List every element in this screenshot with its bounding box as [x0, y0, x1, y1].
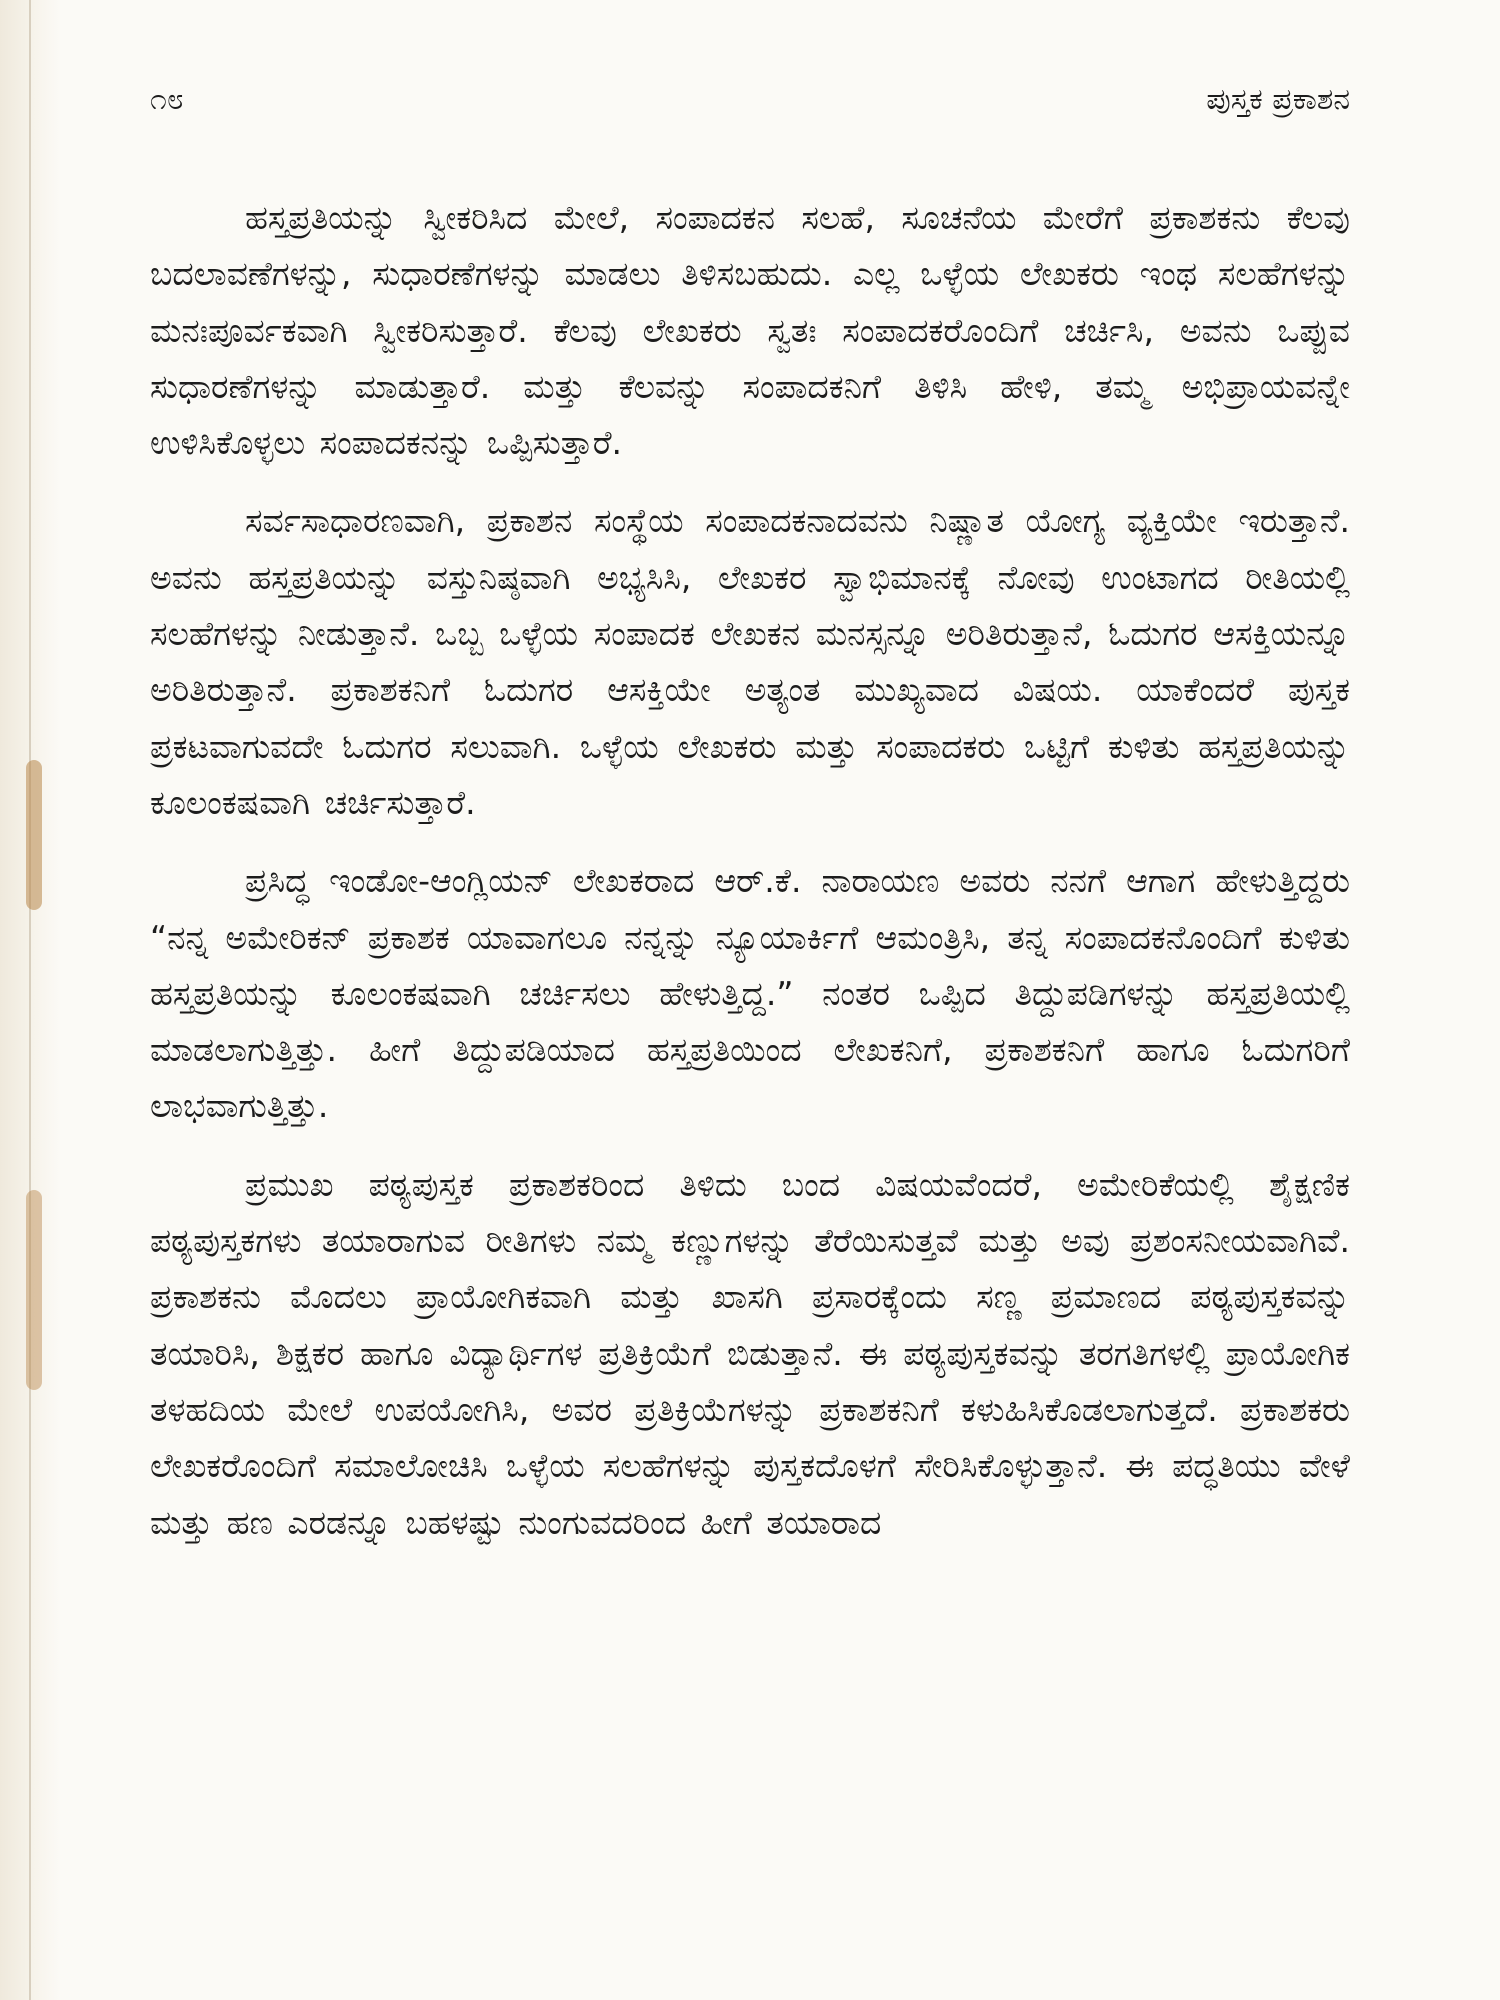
- page-stain: [26, 1190, 42, 1390]
- page-stain: [26, 760, 42, 910]
- page-header: [150, 82, 1350, 132]
- running-head: ಪುಸ್ತಕ ಪ್ರಕಾಶನ: [1206, 82, 1350, 117]
- paragraph: ಹಸ್ತಪ್ರತಿಯನ್ನು ಸ್ವೀಕರಿಸಿದ ಮೇಲೆ, ಸಂಪಾದಕನ ಸಲಹೆ, ಸೂಚನೆಯ ಮೇರೆಗೆ ಪ್ರಕಾಶಕನು ಕೆಲವು ಬದಲಾವಣೆಗಳನ್ನು, ಸುಧಾರಣೆಗಳನ್ನು ಮಾಡಲು ತಿಳಿಸಬಹುದು. ಎಲ್ಲ ಒಳ್ಳೆಯ ಲೇಖಕರು ಇಂಥ ಸಲಹೆಗಳನ್ನು ಮನಃಪೂರ್ವಕವಾಗಿ ಸ್ವೀಕರಿಸುತ್ತಾರೆ. ಕೆಲವು ಲೇಖಕರು ಸ್ವತಃ ಸಂಪಾದಕರೊಂದಿಗೆ ಚರ್ಚಿಸಿ, ಅವನು ಒಪ್ಪುವ ಸುಧಾರಣೆಗಳನ್ನು ಮಾಡುತ್ತಾರೆ. ಮತ್ತು ಕೆಲವನ್ನು ಸಂಪಾದಕನಿಗೆ ತಿಳಿಸಿ ಹೇಳಿ, ತಮ್ಮ ಅಭಿಪ್ರಾಯವನ್ನೇ ಉಳಿಸಿಕೊಳ್ಳಲು ಸಂಪಾದಕನನ್ನು ಒಪ್ಪಿಸುತ್ತಾರೆ.: [150, 198, 1350, 463]
- paragraph: ಪ್ರಸಿದ್ಧ ಇಂಡೋ-ಆಂಗ್ಲಿಯನ್ ಲೇಖಕರಾದ ಆರ್.ಕೆ. ನಾರಾಯಣ ಅವರು ನನಗೆ ಆಗಾಗ ಹೇಳುತ್ತಿದ್ದರು “ನನ್ನ ಅಮೇರಿಕನ್ ಪ್ರಕಾಶಕ ಯಾವಾಗಲೂ ನನ್ನನ್ನು ನ್ಯೂಯಾರ್ಕಿಗೆ ಆಮಂತ್ರಿಸಿ, ತನ್ನ ಸಂಪಾದಕನೊಂದಿಗೆ ಕುಳಿತು ಹಸ್ತಪ್ರತಿಯನ್ನು ಕೂಲಂಕಷವಾಗಿ ಚರ್ಚಿಸಲು ಹೇಳುತ್ತಿದ್ದ.” ನಂತರ ಒಪ್ಪಿದ ತಿದ್ದುಪಡಿಗಳನ್ನು ಹಸ್ತಪ್ರತಿಯಲ್ಲಿ ಮಾಡಲಾಗುತ್ತಿತ್ತು. ಹೀಗೆ ತಿದ್ದುಪಡಿಯಾದ ಹಸ್ತಪ್ರತಿಯಿಂದ ಲೇಖಕನಿಗೆ, ಪ್ರಕಾಶಕನಿಗೆ ಹಾಗೂ ಓದುಗರಿಗೆ ಲಾಭವಾಗುತ್ತಿತ್ತು.: [150, 861, 1350, 1126]
- binding-rule: [29, 0, 31, 2000]
- paragraph: ಪ್ರಮುಖ ಪಠ್ಯಪುಸ್ತಕ ಪ್ರಕಾಶಕರಿಂದ ತಿಳಿದು ಬಂದ ವಿಷಯವೆಂದರೆ, ಅಮೇರಿಕೆಯಲ್ಲಿ ಶೈಕ್ಷಣಿಕ ಪಠ್ಯಪುಸ್ತಕಗಳು ತಯಾರಾಗುವ ರೀತಿಗಳು ನಮ್ಮ ಕಣ್ಣುಗಳನ್ನು ತೆರೆಯಿಸುತ್ತವೆ ಮತ್ತು ಅವು ಪ್ರಶಂಸನೀಯವಾಗಿವೆ. ಪ್ರಕಾಶಕನು ಮೊದಲು ಪ್ರಾಯೋಗಿಕವಾಗಿ ಮತ್ತು ಖಾಸಗಿ ಪ್ರಸಾರಕ್ಕೆಂದು ಸಣ್ಣ ಪ್ರಮಾಣದ ಪಠ್ಯಪುಸ್ತಕವನ್ನು ತಯಾರಿಸಿ, ಶಿಕ್ಷಕರ ಹಾಗೂ ವಿದ್ಯಾರ್ಥಿಗಳ ಪ್ರತಿಕ್ರಿಯೆಗೆ ಬಿಡುತ್ತಾನೆ. ಈ ಪಠ್ಯಪುಸ್ತಕವನ್ನು ತರಗತಿಗಳಲ್ಲಿ ಪ್ರಾಯೋಗಿಕ ತಳಹದಿಯ ಮೇಲೆ ಉಪಯೋಗಿಸಿ, ಅವರ ಪ್ರತಿಕ್ರಿಯೆಗಳನ್ನು ಪ್ರಕಾಶಕನಿಗೆ ಕಳುಹಿಸಿಕೊಡಲಾಗುತ್ತದೆ. ಪ್ರಕಾಶಕರು ಲೇಖಕರೊಂದಿಗೆ ಸಮಾಲೋಚಿಸಿ ಒಳ್ಳೆಯ ಸಲಹೆಗಳನ್ನು ಪುಸ್ತಕದೊಳಗೆ ಸೇರಿಸಿಕೊಳ್ಳುತ್ತಾನೆ. ಈ ಪದ್ಧತಿಯು ವೇಳೆ ಮತ್ತು ಹಣ ಎರಡನ್ನೂ ಬಹಳಷ್ಟು ನುಂಗುವದರಿಂದ ಹೀಗೆ ತಯಾರಾದ: [150, 1164, 1350, 1542]
- page-number: ೧೮: [150, 82, 184, 117]
- body-text: [150, 190, 1350, 1573]
- paragraph: ಸರ್ವಸಾಧಾರಣವಾಗಿ, ಪ್ರಕಾಶನ ಸಂಸ್ಥೆಯ ಸಂಪಾದಕನಾದವನು ನಿಷ್ಣಾತ ಯೋಗ್ಯ ವ್ಯಕ್ತಿಯೇ ಇರುತ್ತಾನೆ. ಅವನು ಹಸ್ತಪ್ರತಿಯನ್ನು ವಸ್ತುನಿಷ್ಠವಾಗಿ ಅಭ್ಯಸಿಸಿ, ಲೇಖಕರ ಸ್ವಾಭಿಮಾನಕ್ಕೆ ನೋವು ಉಂಟಾಗದ ರೀತಿಯಲ್ಲಿ ಸಲಹೆಗಳನ್ನು ನೀಡುತ್ತಾನೆ. ಒಬ್ಬ ಒಳ್ಳೆಯ ಸಂಪಾದಕ ಲೇಖಕನ ಮನಸ್ಸನ್ನೂ ಅರಿತಿರುತ್ತಾನೆ, ಓದುಗರ ಆಸಕ್ತಿಯನ್ನೂ ಅರಿತಿರುತ್ತಾನೆ. ಪ್ರಕಾಶಕನಿಗೆ ಓದುಗರ ಆಸಕ್ತಿಯೇ ಅತ್ಯಂತ ಮುಖ್ಯವಾದ ವಿಷಯ. ಯಾಕೆಂದರೆ ಪುಸ್ತಕ ಪ್ರಕಟವಾಗುವದೇ ಓದುಗರ ಸಲುವಾಗಿ. ಒಳ್ಳೆಯ ಲೇಖಕರು ಮತ್ತು ಸಂಪಾದಕರು ಒಟ್ಟಿಗೆ ಕುಳಿತು ಹಸ್ತಪ್ರತಿಯನ್ನು ಕೂಲಂಕಷವಾಗಿ ಚರ್ಚಿಸುತ್ತಾರೆ.: [150, 501, 1350, 822]
